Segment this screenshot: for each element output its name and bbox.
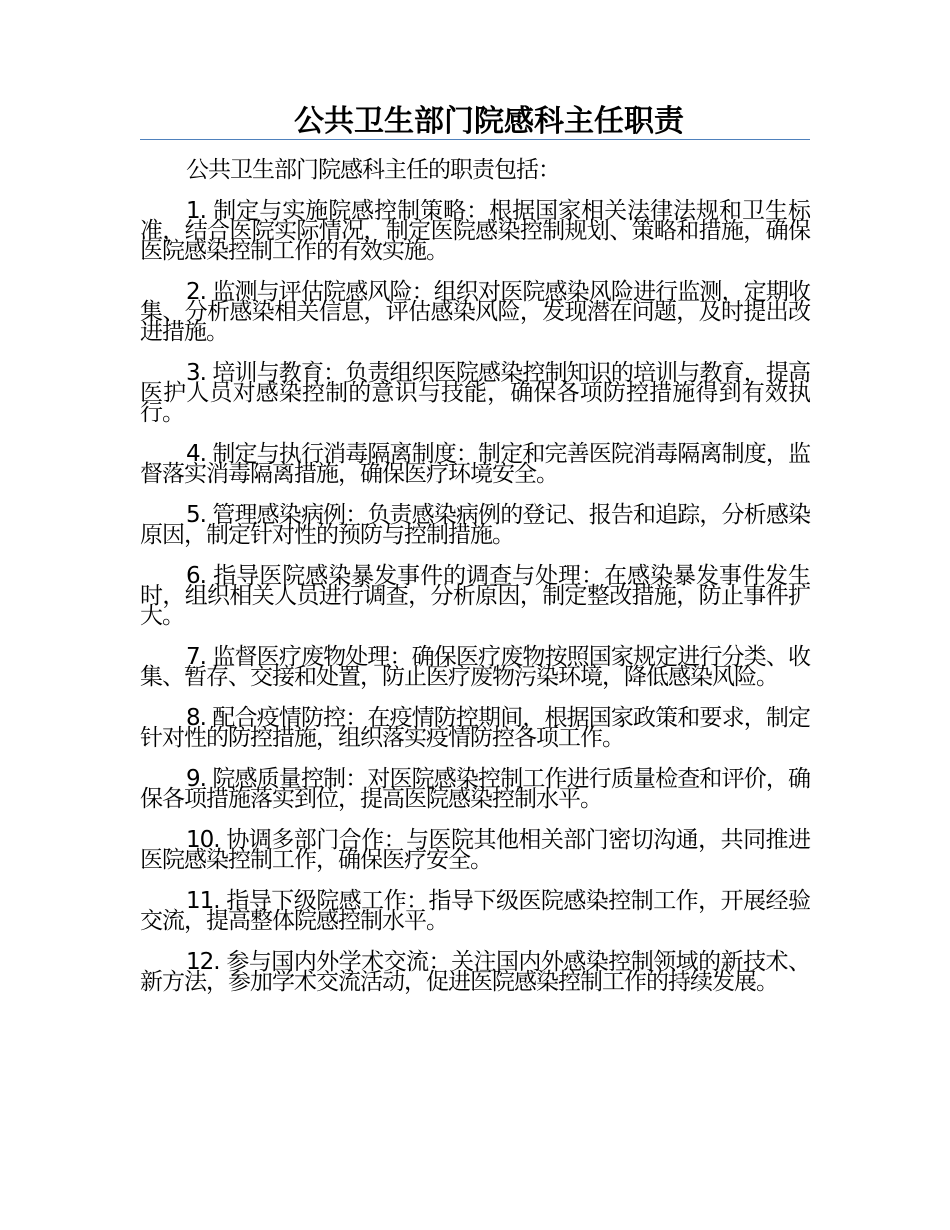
duty-item: 10. 协调多部门合作：与医院其他相关部门密切沟通，共同推进医院感染控制工作，确保医疗安全。 <box>140 827 810 873</box>
duty-item: 12. 参与国内外学术交流：关注国内外感染控制领域的新技术、新方法，参加学术交流活动，促进医院感染控制工作的持续发展。 <box>140 949 810 995</box>
duty-item: 9. 院感质量控制：对医院感染控制工作进行质量检查和评价，确保各项措施落实到位，提高医院感染控制水平。 <box>140 766 810 812</box>
duty-item: 2. 监测与评估院感风险：组织对医院感染风险进行监测，定期收集、分析感染相关信息，评估感染风险，发现潜在问题，及时提出改进措施。 <box>140 279 810 345</box>
document-title: 公共卫生部门院感科主任职责 <box>294 104 684 139</box>
intro-paragraph: 公共卫生部门院感科主任的职责包括： <box>186 157 560 183</box>
duty-item: 6. 指导医院感染暴发事件的调查与处理：在感染暴发事件发生时，组织相关人员进行调查，分析原因，制定整改措施，防止事件扩大。 <box>140 563 810 629</box>
duty-item: 5. 管理感染病例：负责感染病例的登记、报告和追踪，分析感染原因，制定针对性的预防与控制措施。 <box>140 502 810 548</box>
duty-item: 3. 培训与教育：负责组织医院感染控制知识的培训与教育，提高医护人员对感染控制的意识与技能，确保各项防控措施得到有效执行。 <box>140 360 810 426</box>
duty-item: 1. 制定与实施院感控制策略：根据国家相关法律法规和卫生标准，结合医院实际情况，制定医院感染控制规划、策略和措施，确保医院感染控制工作的有效实施。 <box>140 198 810 264</box>
document-body <box>140 157 810 1013</box>
duty-item: 4. 制定与执行消毒隔离制度：制定和完善医院消毒隔离制度，监督落实消毒隔离措施，确保医疗环境安全。 <box>140 441 810 487</box>
duty-item: 7. 监督医疗废物处理：确保医疗废物按照国家规定进行分类、收集、暂存、交接和处置，防止医疗废物污染环境，降低感染风险。 <box>140 644 810 690</box>
title-underline <box>140 139 810 140</box>
duty-item: 8. 配合疫情防控：在疫情防控期间，根据国家政策和要求，制定针对性的防控措施，组织落实疫情防控各项工作。 <box>140 705 810 751</box>
duty-item: 11. 指导下级院感工作：指导下级医院感染控制工作，开展经验交流，提高整体院感控制水平。 <box>140 888 810 934</box>
